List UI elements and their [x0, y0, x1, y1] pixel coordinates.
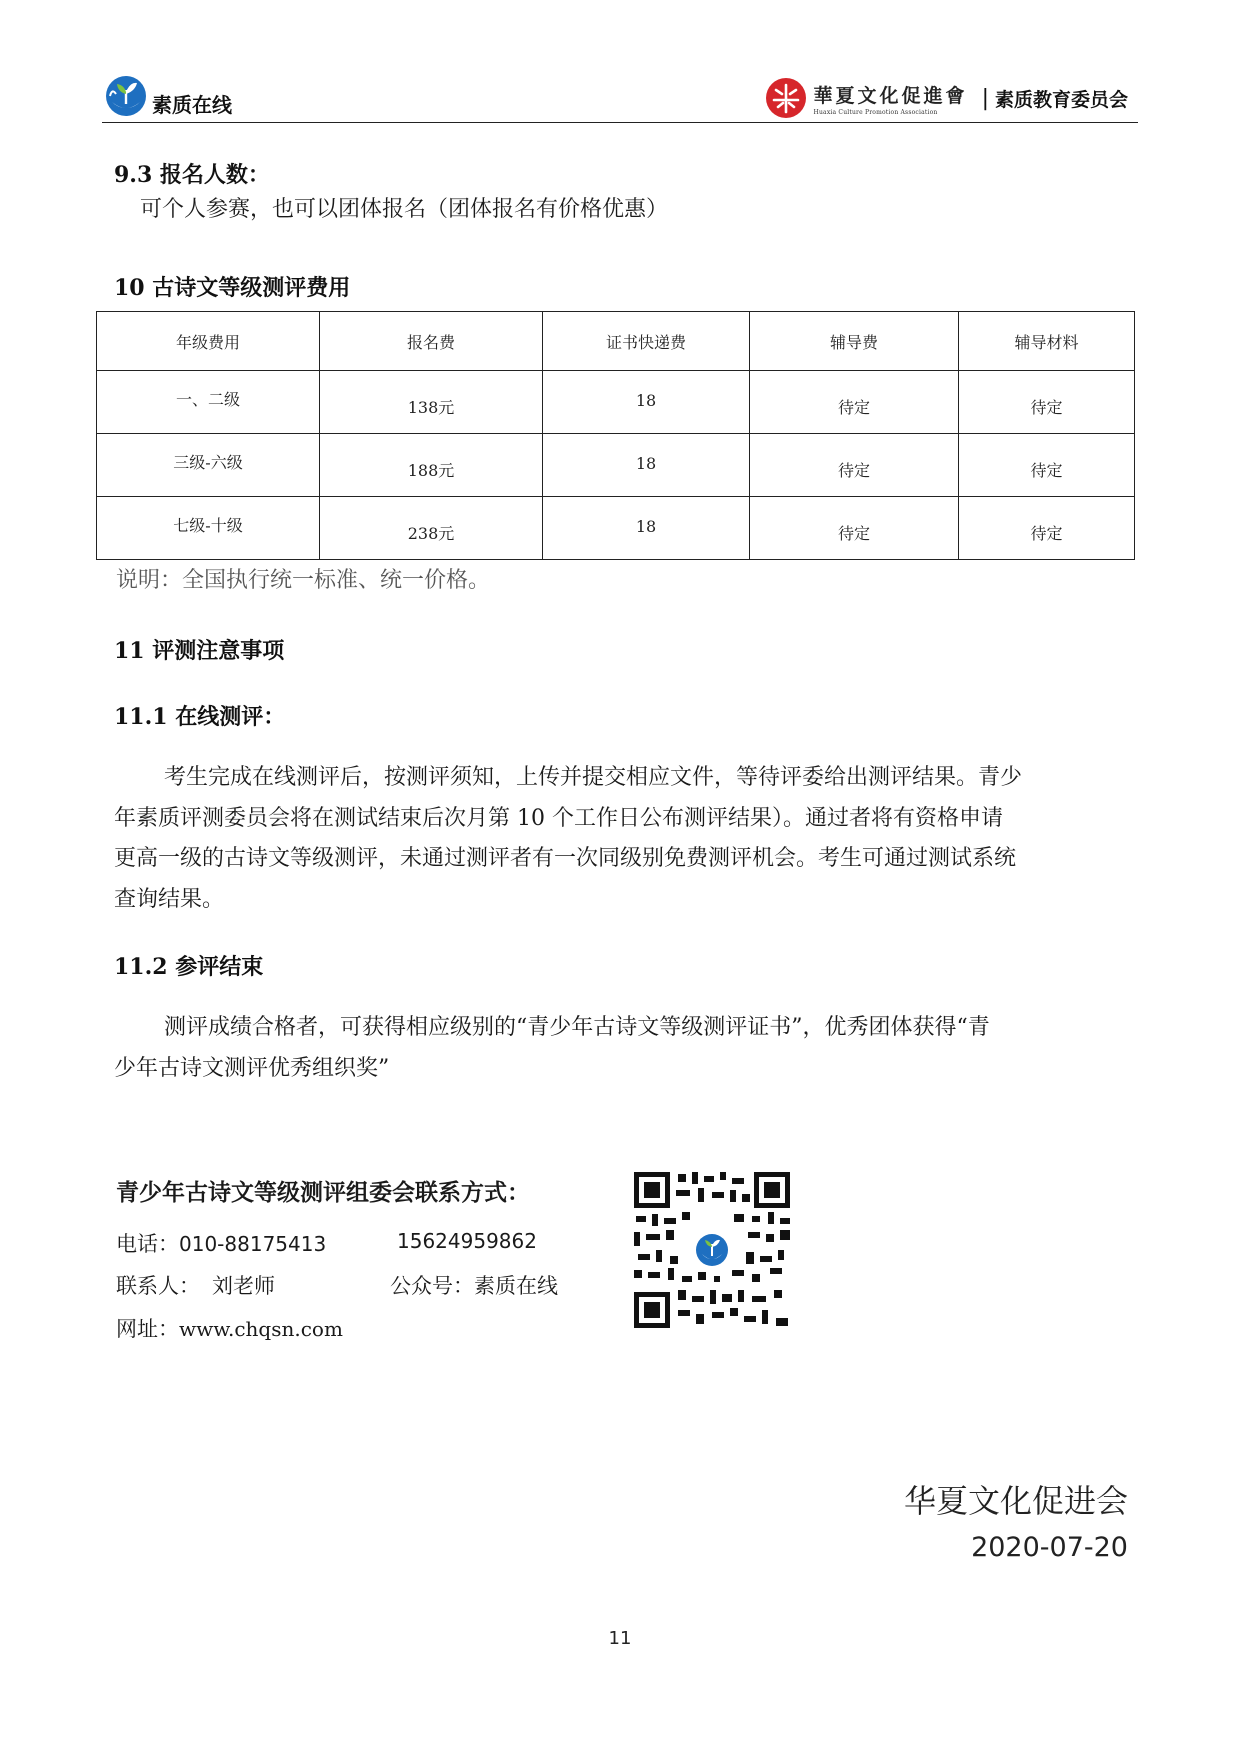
- fee-table-header-cell: 辅导材料: [959, 312, 1135, 371]
- header-committee: 素质教育委员会: [994, 88, 1128, 111]
- person-label: 联系人：: [116, 1274, 200, 1298]
- signature-org: 华夏文化促进会: [903, 1482, 1128, 1520]
- fee-table-cell-shipping: 18: [543, 434, 750, 497]
- fee-table-cell-registration: 138元: [320, 371, 543, 434]
- paragraph-line: 测评成绩合格者，可获得相应级别的“青少年古诗文等级测评证书”，优秀团体获得“青: [164, 1015, 990, 1040]
- signature-date: 2020-07-20: [971, 1532, 1128, 1563]
- website-link[interactable]: www.chqsn.com: [179, 1317, 343, 1341]
- fee-table-header-cell: 年级费用: [97, 312, 320, 371]
- contact-phone-line: [116, 1228, 326, 1258]
- section-10-heading: 10 古诗文等级测评费用: [114, 275, 351, 301]
- section-11-2-heading: 11.2 参评结束: [114, 954, 264, 980]
- table-row: [97, 371, 1135, 434]
- header-left-brand-text: 素质在线: [152, 92, 232, 117]
- section-9-3-text: 可个人参赛，也可以团体报名（团体报名有价格优惠）: [140, 197, 669, 222]
- wechat-label: 公众号：: [390, 1274, 474, 1298]
- contact-website-line: [116, 1313, 343, 1343]
- fee-table-cell-tutoring: 待定: [750, 371, 959, 434]
- paragraph-line: 考生完成在线测评后，按测评须知，上传并提交相应文件，等待评委给出测评结果。青少: [164, 765, 1023, 790]
- header-left-brand: [104, 74, 232, 118]
- suzhi-online-logo-icon: [104, 74, 148, 118]
- section-11-1-paragraph: [114, 758, 1144, 920]
- section-11-1-heading: 11.1 在线测评：: [114, 704, 286, 730]
- fee-table-cell-materials: 待定: [959, 371, 1135, 434]
- wechat-account: 素质在线: [474, 1274, 558, 1298]
- paragraph-line: 年素质评测委员会将在测试结束后次月第 10 个工作日公布测评结果）。通过者将有资格申请: [114, 805, 1003, 831]
- section-9-3-heading: 9.3 报名人数：: [114, 162, 270, 188]
- header-org-name: 華夏文化促進會: [813, 84, 968, 107]
- header-org-name-en: Huaxia Culture Promotion Association: [813, 108, 938, 116]
- fee-table-header-cell: 报名费: [320, 312, 543, 371]
- fee-table: [96, 311, 1135, 560]
- fee-table-header-cell: 证书快递费: [543, 312, 750, 371]
- fee-table-cell-shipping: 18: [543, 497, 750, 560]
- header-divider: [102, 122, 1138, 123]
- table-row: [97, 497, 1135, 560]
- contact-person: 刘老师: [212, 1274, 275, 1298]
- phone-number-2: 15624959862: [397, 1229, 537, 1253]
- section-11-2-paragraph: [114, 1008, 1144, 1089]
- fee-table-cell-shipping: 18: [543, 371, 750, 434]
- table-row: [97, 434, 1135, 497]
- paragraph-line: 更高一级的古诗文等级测评，未通过测评者有一次同级别免费测评机会。考生可通过测试系统: [114, 846, 1017, 871]
- phone-number-1: 010-88175413: [179, 1232, 327, 1256]
- site-label: 网址：: [116, 1317, 179, 1341]
- fee-table-cell-materials: 待定: [959, 497, 1135, 560]
- fee-table-header-cell: 辅导费: [750, 312, 959, 371]
- header-separator: |: [981, 85, 989, 111]
- qr-code-icon: [634, 1172, 790, 1328]
- fee-table-cell-grade: 七级-十级: [97, 497, 320, 560]
- contact-person-line: [116, 1270, 275, 1300]
- fee-table-cell-registration: 188元: [320, 434, 543, 497]
- fee-table-cell-grade: 一、二级: [97, 371, 320, 434]
- fee-note: 说明：全国执行统一标准、统一价格。: [116, 568, 491, 593]
- page-number: 11: [608, 1628, 632, 1649]
- fee-table-header-row: [97, 312, 1135, 371]
- paragraph-line: 查询结果。: [114, 886, 225, 912]
- header-right-brand: [764, 76, 1128, 120]
- fee-table-cell-tutoring: 待定: [750, 434, 959, 497]
- section-11-heading: 11 评测注意事项: [114, 638, 285, 664]
- fee-table-cell-tutoring: 待定: [750, 497, 959, 560]
- fee-table-cell-registration: 238元: [320, 497, 543, 560]
- phone-label: 电话：: [116, 1232, 179, 1256]
- contact-wechat-line: [390, 1270, 558, 1300]
- fee-table-cell-materials: 待定: [959, 434, 1135, 497]
- fee-table-cell-grade: 三级-六级: [97, 434, 320, 497]
- huaxia-association-logo-icon: [764, 76, 808, 120]
- paragraph-line: 少年古诗文测评优秀组织奖”: [114, 1055, 390, 1081]
- contact-title: 青少年古诗文等级测评组委会联系方式：: [116, 1179, 530, 1206]
